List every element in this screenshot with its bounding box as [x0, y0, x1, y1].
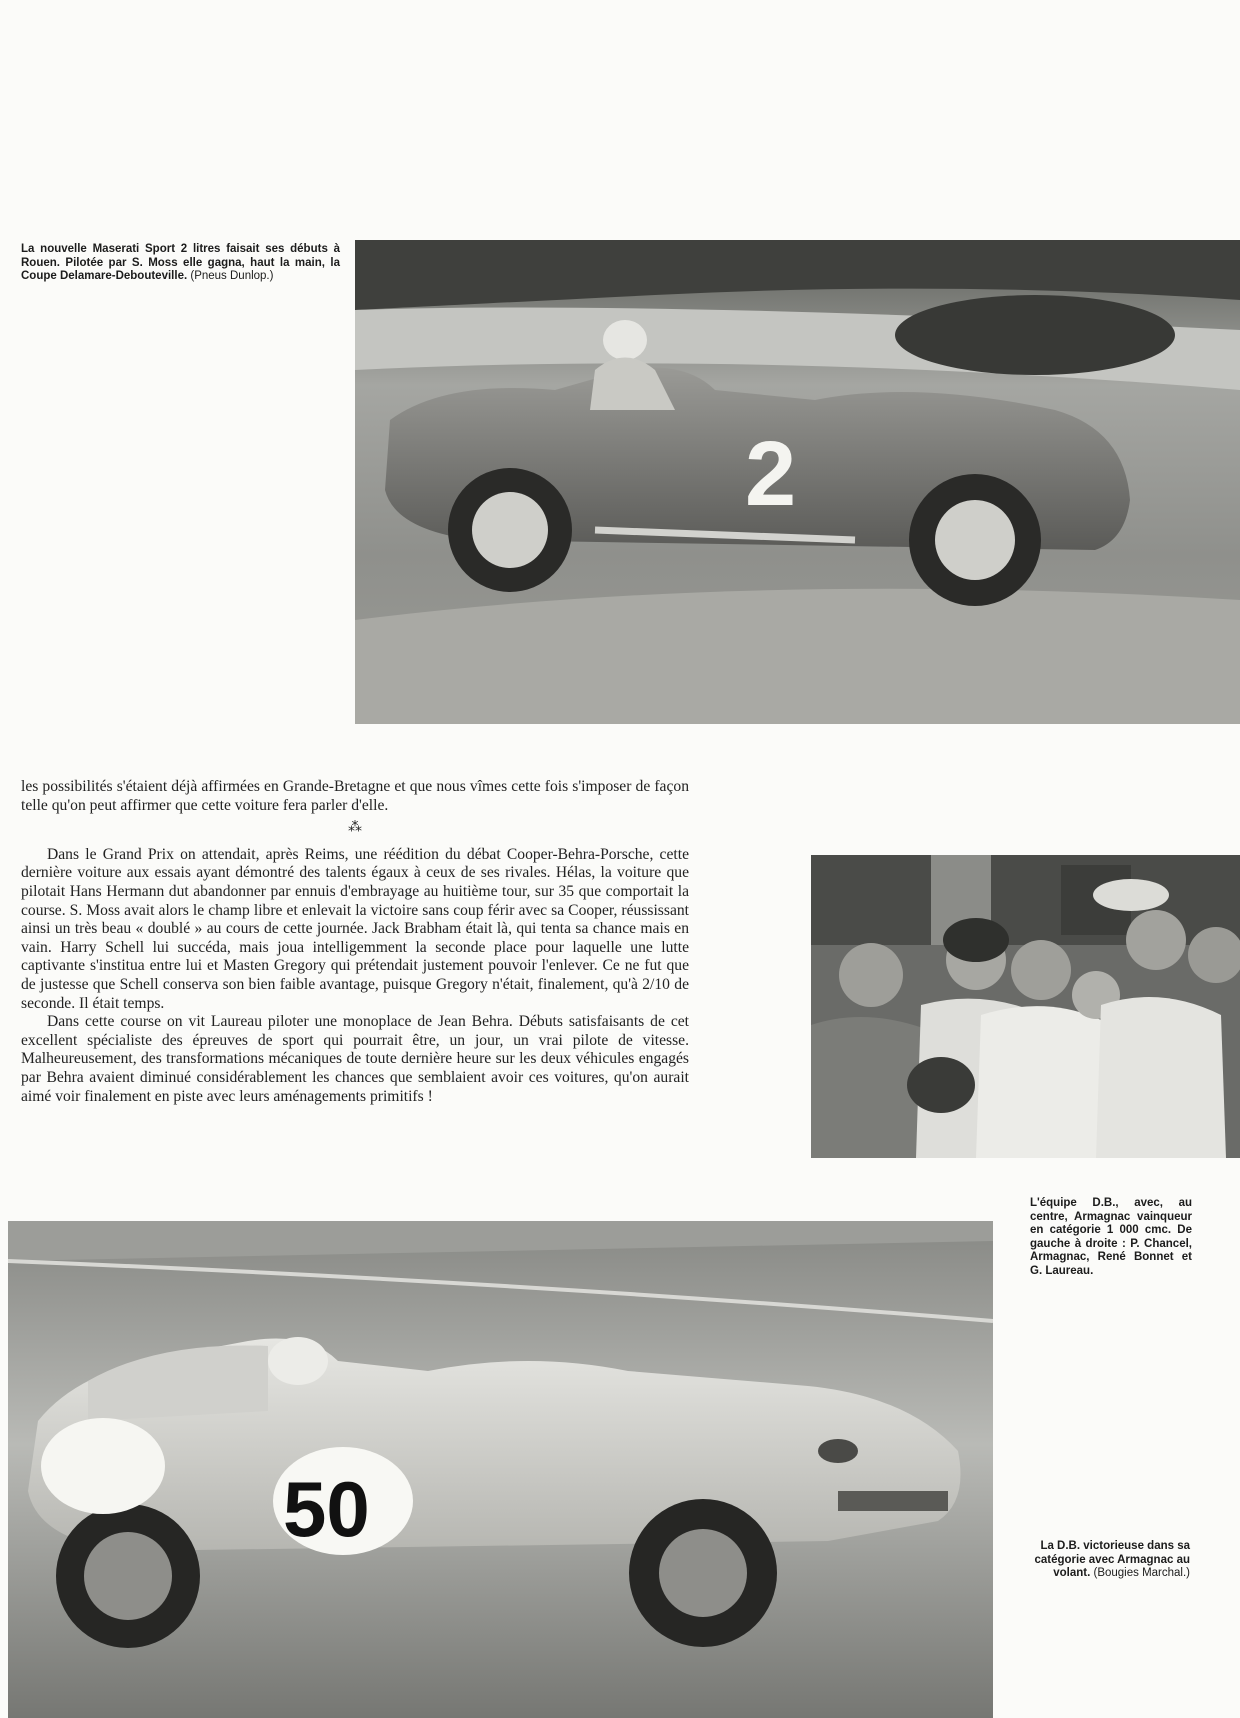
car-number-50: 50: [283, 1465, 370, 1553]
caption-team: [1030, 1197, 1192, 1278]
caption-db-credit: (Bougies Marchal.): [1093, 1567, 1190, 1579]
caption-maserati-credit: (Pneus Dunlop.): [190, 270, 274, 282]
caption-db: [1020, 1540, 1190, 1581]
section-separator: ⁂: [348, 820, 362, 836]
caption-maserati: [21, 243, 340, 284]
article-paragraph-1: les possibilités s'étaient déjà affirmées en Grande-Bretagne et que nous vîmes cette fois s'imposer de façon telle qu'on peut affirmer que cette voiture fera parler d'elle.: [21, 778, 689, 814]
photo-db-team: [811, 855, 1240, 1158]
caption-team-text: L'équipe D.B., avec, au centre, Armagnac vainqueur en catégorie 1 000 cmc. De gauche à droite : P. Chancel, Armagnac, René Bonnet et G. Laureau.: [1030, 1197, 1192, 1277]
article-paragraph-2: Dans le Grand Prix on attendait, après Reims, une réédition du débat Cooper-Behra-Porsche, cette dernière voiture aux essais ayant démontré des talents égaux à ceux de ses rivales. Hélas, la voiture que pilotait Hans Hermann dut abandonner par ennuis d'embrayage au huitième tour, sur 35 que comportait la course. S. Moss avait alors le champ libre et enlevait la victoire sans coup férir avec sa Cooper, réussissant ainsi un très beau « doublé » au cours de cette journée. Jack Brabham était là, qui tenta sa chance mais en vain. Harry Schell lui succéda, mais joua intelligemment la seconde place pour laquelle une lutte captivante s'institua entre lui et Masten Gregory qui prétendait justement pouvoir l'enlever. Ce ne fut que de justesse que Schell conserva son bien faible avantage, puisque Gregory n'était, finalement, qu'à 2/10 de seconde. Il était temps.: [21, 845, 689, 1012]
caption-db-text: La D.B. victorieuse dans sa catégorie avec Armagnac au volant.: [1034, 1540, 1190, 1579]
car-number-2: 2: [745, 423, 797, 525]
article-paragraph-3: Dans cette course on vit Laureau piloter une monoplace de Jean Behra. Débuts satisfaisants de cet excellent spécialiste des épreuves de sport qui pourrait être, un jour, un vrai pilote de vitesse. Malheureusement, des transformations mécaniques de toute dernière heure sur les deux véhicules engagés par Behra avaient diminué considérablement les chances que semblaient avoir ces voitures, qu'on aurait aimé voir finalement en piste avec leurs aménagements primitifs !: [21, 1013, 689, 1105]
article-body: [21, 778, 689, 1106]
caption-maserati-text: La nouvelle Maserati Sport 2 litres faisait ses débuts à Rouen. Pilotée par S. Moss elle gagna, haut la main, la Coupe Delamare-Debouteville.: [21, 243, 340, 282]
photo-maserati-sport: [355, 240, 1240, 724]
photo-db-car: [8, 1221, 993, 1718]
